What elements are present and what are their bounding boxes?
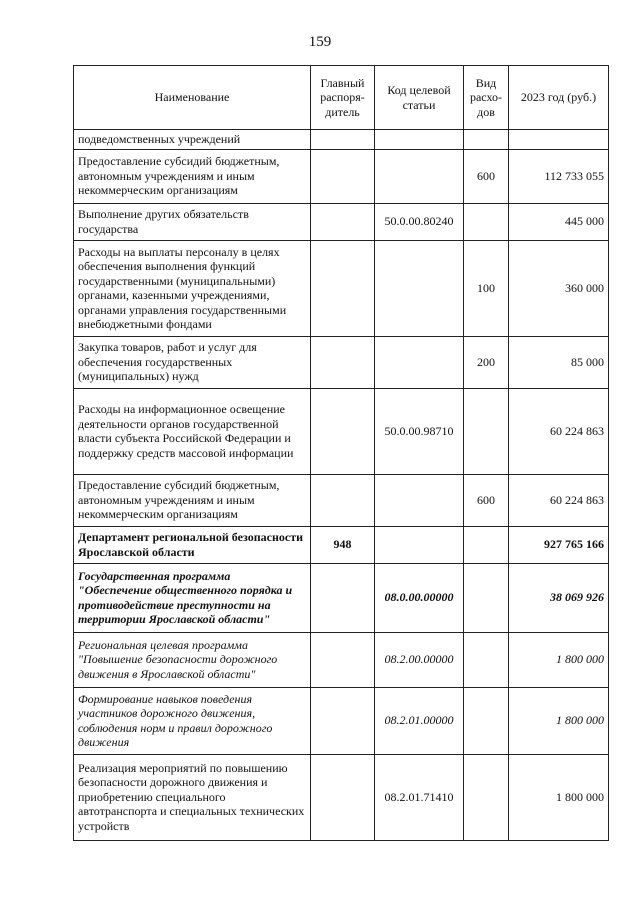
row-target-code-cell [375, 240, 464, 336]
table-row [74, 130, 609, 150]
row-amount-cell: 445 000 [509, 203, 609, 240]
row-amount-cell: 60 224 863 [509, 474, 609, 526]
row-expense-type-cell: 600 [464, 149, 509, 203]
table-header-row [74, 66, 609, 130]
page-number: 159 [308, 34, 332, 50]
row-target-code-cell: 08.2.00.00000 [375, 632, 464, 687]
row-name-cell: Реализация мероприятий по повышению безопасности дорожного движения и приобретению специального автотранспорта и специальных технических устройств [74, 754, 311, 840]
table-row [74, 474, 609, 526]
row-name-cell: Департамент региональной безопасности Ярославской области [74, 526, 311, 563]
table-row [74, 149, 609, 203]
row-name-cell: Региональная целевая программа "Повышение безопасности дорожного движения в Ярославской области" [74, 632, 311, 687]
header-target-code: Код целевой статьи [375, 66, 464, 130]
row-expense-type-cell [464, 687, 509, 754]
row-name-cell: Расходы на информационное освещение деятельности органов государственной власти субъекта Российской Федерации и поддержку средств массовой информации [74, 388, 311, 474]
row-main-manager-cell [311, 240, 375, 336]
header-main-manager: Главный распоря-дитель [311, 66, 375, 130]
row-target-code-cell [375, 149, 464, 203]
row-amount-cell: 1 800 000 [509, 687, 609, 754]
table-row [74, 388, 609, 474]
row-main-manager-cell [311, 336, 375, 388]
row-main-manager-cell: 948 [311, 526, 375, 563]
row-main-manager-cell [311, 149, 375, 203]
row-main-manager-cell [311, 388, 375, 474]
row-main-manager-cell [311, 203, 375, 240]
row-amount-cell: 38 069 926 [509, 563, 609, 632]
row-target-code-cell: 08.2.01.71410 [375, 754, 464, 840]
row-name-cell: Формирование навыков поведения участников дорожного движения, соблюдения норм и правил дорожного движения [74, 687, 311, 754]
row-amount-cell: 60 224 863 [509, 388, 609, 474]
table-row [74, 203, 609, 240]
table-row [74, 336, 609, 388]
row-target-code-cell [375, 130, 464, 150]
header-name: Наименование [74, 66, 311, 130]
row-expense-type-cell [464, 203, 509, 240]
row-target-code-cell: 50.0.00.80240 [375, 203, 464, 240]
row-expense-type-cell: 200 [464, 336, 509, 388]
table-row [74, 754, 609, 840]
row-amount-cell: 1 800 000 [509, 754, 609, 840]
header-expense-type: Вид расхо-дов [464, 66, 509, 130]
row-expense-type-cell: 100 [464, 240, 509, 336]
row-amount-cell: 927 765 166 [509, 526, 609, 563]
row-amount-cell [509, 130, 609, 150]
row-main-manager-cell [311, 130, 375, 150]
row-main-manager-cell [311, 754, 375, 840]
row-expense-type-cell [464, 563, 509, 632]
row-expense-type-cell [464, 632, 509, 687]
row-amount-cell: 112 733 055 [509, 149, 609, 203]
budget-table [73, 65, 609, 841]
row-name-cell: Предоставление субсидий бюджетным, автономным учреждениям и иным некоммерческим организациям [74, 149, 311, 203]
row-expense-type-cell [464, 388, 509, 474]
row-amount-cell: 85 000 [509, 336, 609, 388]
row-target-code-cell [375, 336, 464, 388]
row-name-cell: Выполнение других обязательств государства [74, 203, 311, 240]
row-target-code-cell [375, 474, 464, 526]
row-main-manager-cell [311, 474, 375, 526]
row-name-cell: Государственная программа "Обеспечение общественного порядка и противодействие преступности на территории Ярославской области" [74, 563, 311, 632]
row-main-manager-cell [311, 563, 375, 632]
table-row [74, 687, 609, 754]
row-target-code-cell: 08.2.01.00000 [375, 687, 464, 754]
row-expense-type-cell [464, 130, 509, 150]
table-row [74, 563, 609, 632]
row-name-cell: Расходы на выплаты персоналу в целях обеспечения выполнения функций государственными (муниципальными) органами, казенными учреждениями, органами управления государственными внебюджетными фондами [74, 240, 311, 336]
row-main-manager-cell [311, 632, 375, 687]
row-name-cell: Предоставление субсидий бюджетным, автономным учреждениям и иным некоммерческим организациям [74, 474, 311, 526]
header-amount: 2023 год (руб.) [509, 66, 609, 130]
row-amount-cell: 1 800 000 [509, 632, 609, 687]
row-target-code-cell: 50.0.00.98710 [375, 388, 464, 474]
row-name-cell: подведомственных учреждений [74, 130, 311, 150]
row-target-code-cell: 08.0.00.00000 [375, 563, 464, 632]
row-name-cell: Закупка товаров, работ и услуг для обеспечения государственных (муниципальных) нужд [74, 336, 311, 388]
table-row [74, 526, 609, 563]
row-amount-cell: 360 000 [509, 240, 609, 336]
row-target-code-cell [375, 526, 464, 563]
row-expense-type-cell: 600 [464, 474, 509, 526]
table-row [74, 632, 609, 687]
table-row [74, 240, 609, 336]
row-expense-type-cell [464, 754, 509, 840]
row-expense-type-cell [464, 526, 509, 563]
row-main-manager-cell [311, 687, 375, 754]
